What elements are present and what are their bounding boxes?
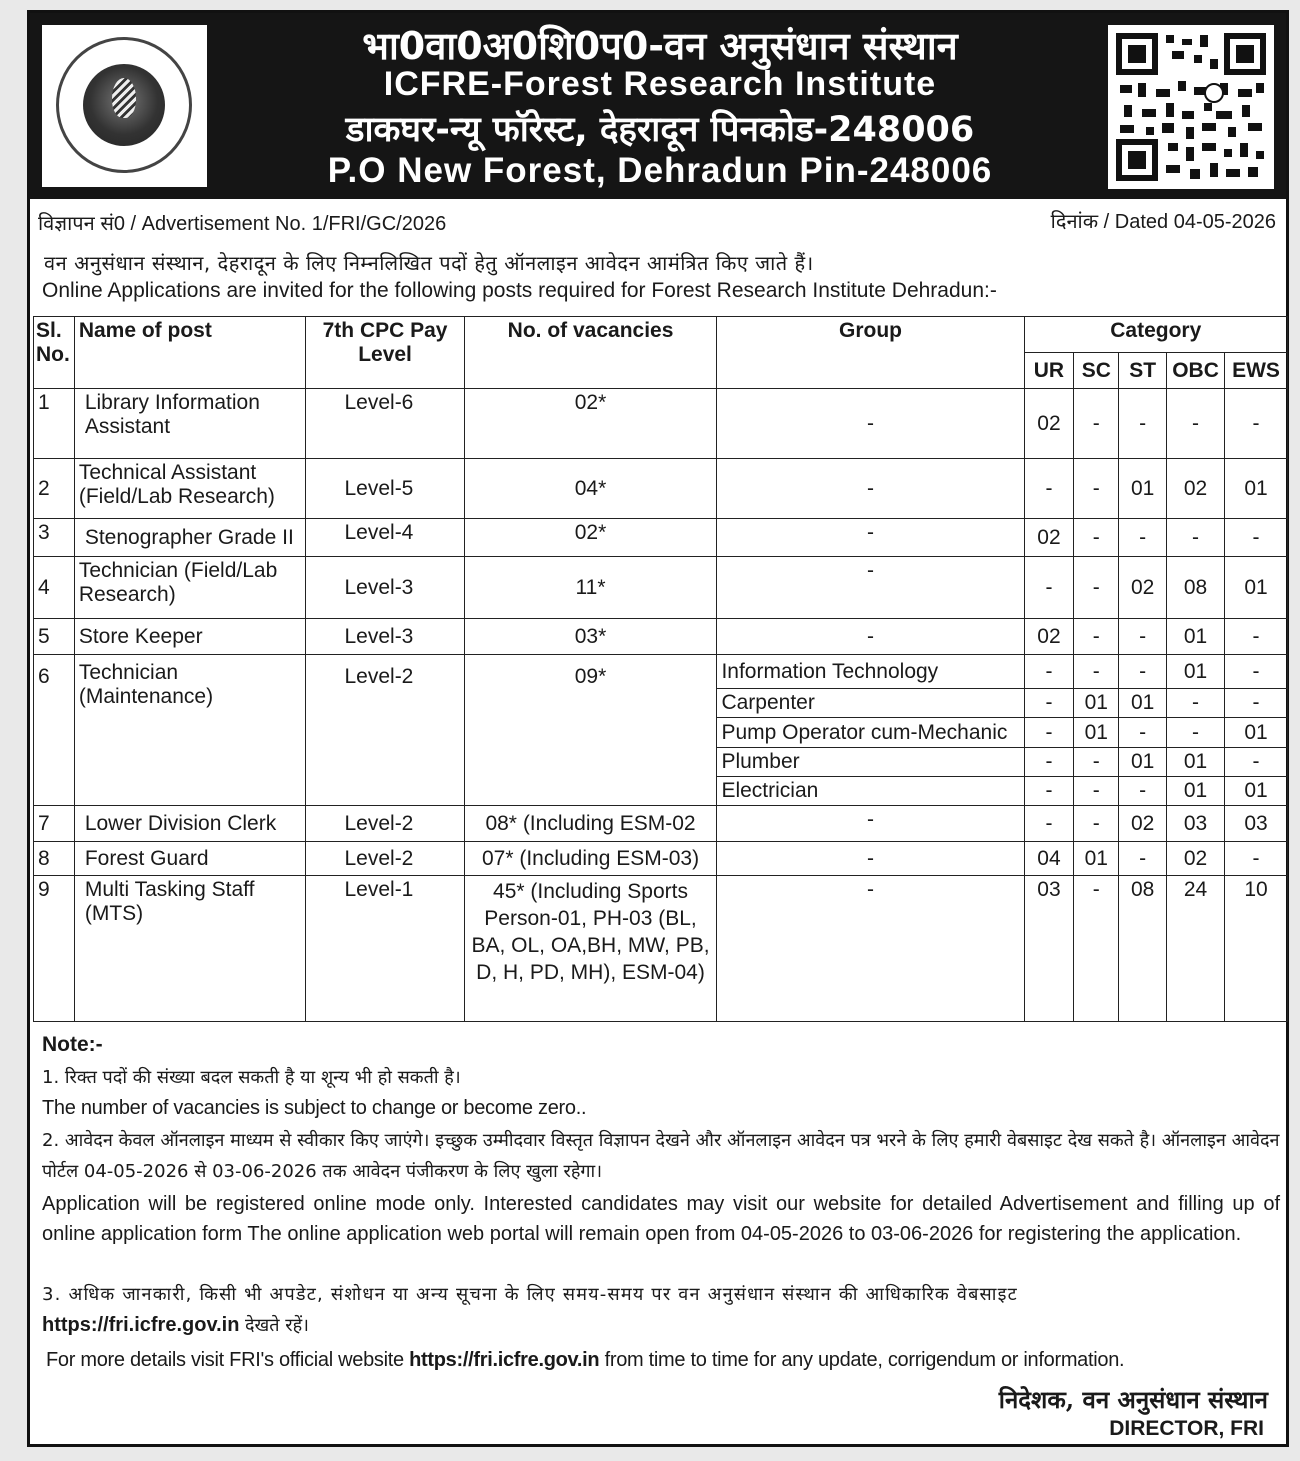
row-pay: Level-6	[306, 389, 464, 459]
row-ews: -	[1225, 689, 1288, 718]
row-post: Technician (Field/Lab Research)	[74, 557, 306, 619]
advertisement-number: विज्ञापन सं0 / Advertisement No. 1/FRI/GC/2026	[38, 213, 447, 235]
row-sc: -	[1074, 519, 1119, 557]
header-banner	[30, 13, 1286, 199]
row-vacancies: 11*	[464, 557, 717, 619]
row-obc: 01	[1167, 748, 1225, 777]
row-obc: 08	[1167, 557, 1225, 619]
row-obc: -	[1167, 519, 1225, 557]
note2-hindi: 2. आवेदन केवल ऑनलाइन माध्यम से स्वीकार किए जाएंगे। इच्छुक उम्मीदवार विस्तृत विज्ञापन देखने और ऑनलाइन आवेदन पत्र भरने के लिए हमारी वेबसाइट देख सकते है। ऑनलाइन आवेदन पोर्टल 04-05-2026 से 03-06-2026 तक आवेदन पंजीकरण के लिए खुला रहेगा।	[42, 1130, 1280, 1182]
note1-english: The number of vacancies is subject to change or become zero..	[42, 1097, 587, 1119]
row-sc: -	[1074, 876, 1119, 1022]
row-sl: 5	[34, 619, 75, 655]
row-ur: 02	[1024, 519, 1074, 557]
row-group: -	[717, 842, 1024, 876]
header-post-name: Name of post	[74, 317, 306, 389]
row-vacancies: 04*	[464, 459, 717, 519]
row-group-pump-operator: Pump Operator cum-Mechanic	[717, 718, 1024, 748]
row-ews: 01	[1225, 459, 1288, 519]
row-group: -	[717, 389, 1024, 459]
row-obc: 01	[1167, 655, 1225, 689]
row-ews: 03	[1225, 806, 1288, 842]
row-sc: -	[1074, 459, 1119, 519]
row-sl: 4	[34, 557, 75, 619]
row-post: Technical Assistant (Field/Lab Research)	[74, 459, 306, 519]
row-vacancies: 07* (Including ESM-03)	[464, 842, 717, 876]
row-ur: -	[1024, 748, 1074, 777]
row-sl: 2	[34, 459, 75, 519]
table-row	[34, 876, 1288, 1022]
table-row	[34, 655, 1288, 689]
row-sl: 8	[34, 842, 75, 876]
row-post: Stenographer Grade II	[74, 519, 306, 557]
table-row	[34, 619, 1288, 655]
note3-hindi-end: देखते रहें।	[244, 1315, 309, 1336]
row-vacancies: 09*	[464, 655, 717, 806]
row-obc: -	[1167, 718, 1225, 748]
row-pay: Level-3	[306, 557, 464, 619]
row-ur: 02	[1024, 619, 1074, 655]
row-group-carpenter: Carpenter	[717, 689, 1024, 718]
row-st: 08	[1119, 876, 1167, 1022]
row-obc: -	[1167, 389, 1225, 459]
row-st: -	[1119, 842, 1167, 876]
row-sc: -	[1074, 655, 1119, 689]
row-ur: -	[1024, 459, 1074, 519]
row-vacancies: 45* (Including Sports Person-01, PH-03 (BL, BA, OL, OA,BH, MW, PB, D, H, PD, MH), ESM-04)	[464, 876, 717, 1022]
table-row	[34, 519, 1288, 557]
table-row	[34, 557, 1288, 619]
row-obc: 24	[1167, 876, 1225, 1022]
header-cat-obc: OBC	[1167, 353, 1225, 389]
advertisement-sheet	[27, 10, 1289, 1447]
row-group: -	[717, 619, 1024, 655]
row-sc: 01	[1074, 718, 1119, 748]
row-sl: 6	[34, 655, 75, 806]
row-ur: -	[1024, 655, 1074, 689]
row-sl: 3	[34, 519, 75, 557]
row-sc: -	[1074, 806, 1119, 842]
row-ews: 01	[1225, 718, 1288, 748]
row-ews: -	[1225, 655, 1288, 689]
row-ews: 01	[1225, 557, 1288, 619]
row-st: 01	[1119, 459, 1167, 519]
row-ur: -	[1024, 777, 1074, 806]
row-group-electrician: Electrician	[717, 777, 1024, 806]
row-post: Store Keeper	[74, 619, 306, 655]
advertisement-date: दिनांक / Dated 04-05-2026	[1050, 211, 1276, 233]
row-sc: -	[1074, 389, 1119, 459]
row-st: 01	[1119, 689, 1167, 718]
row-obc: -	[1167, 689, 1225, 718]
row-group-it: Information Technology	[717, 655, 1024, 689]
row-ews: -	[1225, 389, 1288, 459]
header-cat-sc: SC	[1074, 353, 1119, 389]
row-group: -	[717, 557, 1024, 619]
row-ur: -	[1024, 557, 1074, 619]
row-sc: 01	[1074, 689, 1119, 718]
row-pay: Level-1	[306, 876, 464, 1022]
header-pay-level: 7th CPC Pay Level	[306, 317, 464, 389]
row-ur: 03	[1024, 876, 1074, 1022]
row-ews: -	[1225, 619, 1288, 655]
note1-hindi: 1. रिक्त पदों की संख्या बदल सकती है या शून्य भी हो सकती है।	[42, 1067, 461, 1088]
row-st: 01	[1119, 748, 1167, 777]
header-cat-st: ST	[1119, 353, 1167, 389]
note3-english-post: from time to time for any update, corrigendum or information.	[604, 1349, 1125, 1371]
row-st: -	[1119, 777, 1167, 806]
row-obc: 02	[1167, 459, 1225, 519]
header-cat-ur: UR	[1024, 353, 1074, 389]
header-sl-no: Sl. No.	[34, 317, 75, 389]
row-pay: Level-2	[306, 655, 464, 806]
institute-name-hindi: भा0वा0अ0शि0प0-वन अनुसंधान संस्थान	[362, 24, 958, 68]
row-vacancies: 02*	[464, 389, 717, 459]
note3-english-link[interactable]: https://fri.icfre.gov.in	[409, 1349, 600, 1371]
row-obc: 01	[1167, 619, 1225, 655]
note3-english	[46, 1345, 1284, 1375]
row-vacancies: 08* (Including ESM-02	[464, 806, 717, 842]
row-st: -	[1119, 389, 1167, 459]
table-row	[34, 459, 1288, 519]
qr-code-icon[interactable]	[1108, 25, 1274, 189]
row-ews: -	[1225, 842, 1288, 876]
row-obc: 02	[1167, 842, 1225, 876]
row-post: Multi Tasking Staff (MTS)	[74, 876, 306, 1022]
row-post: Library Information Assistant	[74, 389, 306, 459]
row-pay: Level-4	[306, 519, 464, 557]
note3-hindi	[42, 1279, 1280, 1341]
row-st: -	[1119, 619, 1167, 655]
intro-english: Online Applications are invited for the following posts required for Forest Research Institute Dehradun:-	[42, 279, 997, 302]
header-cat-ews: EWS	[1225, 353, 1288, 389]
table-row	[34, 806, 1288, 842]
row-ews: 10	[1225, 876, 1288, 1022]
fri-emblem-logo-icon	[42, 25, 207, 187]
notes-title: Note:-	[42, 1033, 103, 1056]
address-english: P.O New Forest, Dehradun Pin-248006	[327, 151, 993, 190]
row-sc: -	[1074, 557, 1119, 619]
header-category: Category	[1024, 317, 1287, 353]
intro-hindi: वन अनुसंधान संस्थान, देहरादून के लिए निम्नलिखित पदों हेतु ऑनलाइन आवेदन आमंत्रित किए जाते हैं।	[44, 251, 814, 275]
vacancy-table	[33, 316, 1288, 1022]
row-st: 02	[1119, 557, 1167, 619]
row-group: -	[717, 876, 1024, 1022]
row-pay: Level-5	[306, 459, 464, 519]
row-group-plumber: Plumber	[717, 748, 1024, 777]
row-ur: -	[1024, 689, 1074, 718]
row-group: -	[717, 519, 1024, 557]
row-ews: -	[1225, 748, 1288, 777]
row-sl: 7	[34, 806, 75, 842]
row-pay: Level-2	[306, 806, 464, 842]
row-post: Forest Guard	[74, 842, 306, 876]
row-pay: Level-2	[306, 842, 464, 876]
institute-name-english: ICFRE-Forest Research Institute	[383, 65, 937, 103]
row-ews: -	[1225, 519, 1288, 557]
row-sc: 01	[1074, 842, 1119, 876]
row-sc: -	[1074, 619, 1119, 655]
row-sc: -	[1074, 777, 1119, 806]
note3-hindi-text: 3. अधिक जानकारी, किसी भी अपडेट, संशोधन या अन्य सूचना के लिए समय-समय पर वन अनुसंधान संस्थान की आधिकारिक वेबसाइट	[42, 1284, 1018, 1305]
address-hindi: डाकघर-न्यू फॉरेस्ट, देहरादून पिनकोड-248006	[345, 110, 975, 150]
row-post: Technician (Maintenance)	[74, 655, 306, 806]
row-st: -	[1119, 655, 1167, 689]
header-group: Group	[717, 317, 1024, 389]
row-sl: 1	[34, 389, 75, 459]
row-vacancies: 03*	[464, 619, 717, 655]
table-row	[34, 842, 1288, 876]
row-st: -	[1119, 718, 1167, 748]
row-group: -	[717, 806, 1024, 842]
row-pay: Level-3	[306, 619, 464, 655]
table-row	[34, 389, 1288, 459]
row-ur: 02	[1024, 389, 1074, 459]
row-obc: 01	[1167, 777, 1225, 806]
row-ur: 04	[1024, 842, 1074, 876]
row-post: Lower Division Clerk	[74, 806, 306, 842]
row-ur: -	[1024, 806, 1074, 842]
note3-english-pre: For more details visit FRI's official website	[46, 1349, 404, 1371]
signature-hindi: निदेशक, वन अनुसंधान संस्थान	[998, 1385, 1268, 1414]
row-ur: -	[1024, 718, 1074, 748]
note2-english: Application will be registered online mode only. Interested candidates may visit our website for detailed Advertisement and filling up of online application form The online application web portal will remain open from 04-05-2026 to 03-06-2026 for registering the application.	[42, 1193, 1280, 1245]
row-obc: 03	[1167, 806, 1225, 842]
header-vacancies: No. of vacancies	[464, 317, 717, 389]
row-ews: 01	[1225, 777, 1288, 806]
row-sl: 9	[34, 876, 75, 1022]
row-vacancies: 02*	[464, 519, 717, 557]
row-sc: -	[1074, 748, 1119, 777]
signature-english: DIRECTOR, FRI	[1109, 1417, 1264, 1440]
row-group: -	[717, 459, 1024, 519]
row-st: -	[1119, 519, 1167, 557]
row-st: 02	[1119, 806, 1167, 842]
note3-website-link[interactable]: https://fri.icfre.gov.in	[42, 1314, 240, 1336]
